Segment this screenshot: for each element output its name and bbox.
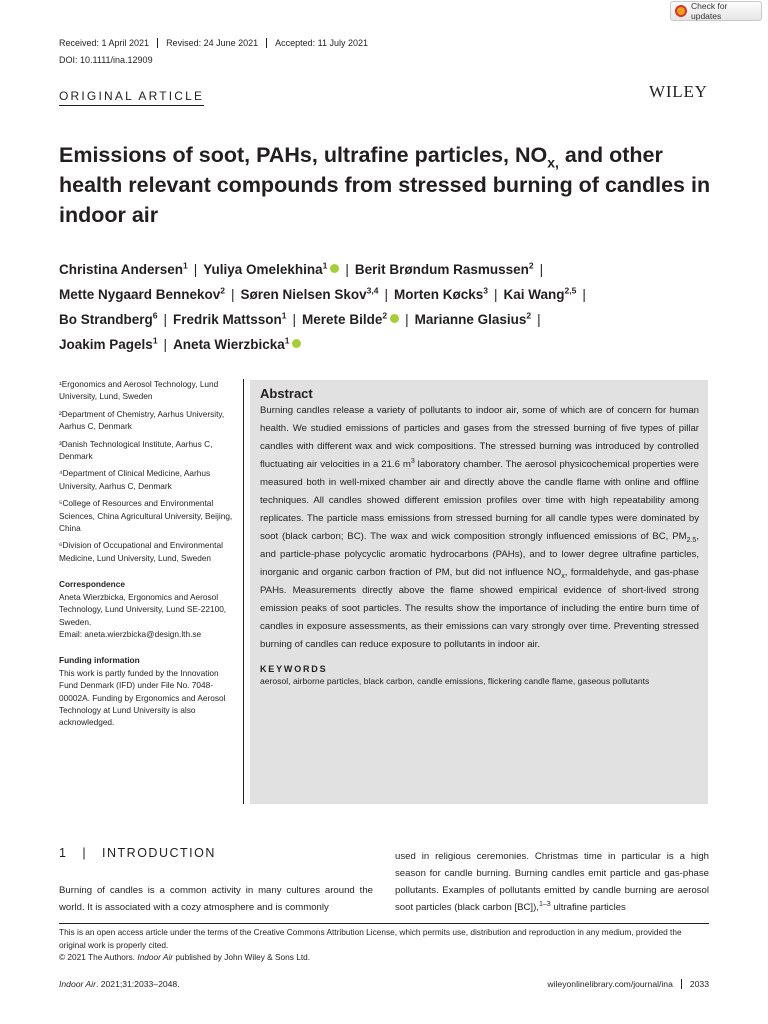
- orcid-icon[interactable]: [390, 314, 399, 323]
- author[interactable]: Berit Brøndum Rasmussen$^2$: [354, 260, 534, 277]
- doi[interactable]: DOI: 10.1111/ina.12909: [59, 55, 153, 65]
- license-divider: [59, 923, 709, 924]
- journal-url[interactable]: wileyonlinelibrary.com/journal/ina: [547, 979, 673, 989]
- author[interactable]: Kai Wang$^{2,5}$: [503, 285, 577, 302]
- article-type: ORIGINAL ARTICLE: [59, 89, 204, 106]
- orcid-icon[interactable]: [330, 264, 339, 273]
- keywords-heading: KEYWORDS: [260, 664, 328, 674]
- abstract-heading: Abstract: [260, 386, 313, 401]
- revised-date: Revised: 24 June 2021: [157, 38, 266, 48]
- publisher-logo: WILEY: [649, 82, 708, 101]
- keywords-text: aerosol, airborne particles, black carbon, candle emissions, flickering candle flame, gaseous pollutants: [260, 676, 650, 686]
- crossmark-icon: [675, 5, 687, 17]
- copyright-line: © 2021 The Authors. Indoor Air published by John Wiley & Sons Ltd.: [59, 952, 311, 962]
- author[interactable]: Joakim Pagels$^1$: [59, 335, 158, 352]
- check-for-updates-label: Check for updates: [691, 1, 728, 21]
- column-divider: [243, 379, 244, 804]
- received-date: Received: 1 April 2021: [59, 38, 150, 48]
- abstract-box: [250, 380, 708, 804]
- footer-right: [547, 979, 709, 989]
- author[interactable]: Morten Køcks$^3$: [393, 285, 488, 302]
- abstract-text: Burning candles release a variety of pollutants to indoor air, some of which are of concern for human health. We studied emissions of particles and gases from the stressed burning of five types of pillar candles with different wax and wick compositions. The stressed burning was introduced by controlled fluctuating air velocities in a 21.6 $m^3$ laboratory chamber. The aerosol physicochemical properties were measured both in well-mixed chamber air and directly above the candle flame with online and offline techniques. All candles showed different emission profiles over time with high repeatability among replicates. The particle mass emissions from stressed burning for all candle types were dominated by soot (black carbon; BC). The wax and wick composition strongly influenced emissions of BC, $PM_{2.5}$, and particle-phase polycyclic aromatic hydrocarbons (PAHs), and to lower degree ultrafine particles, inorganic and organic carbon fraction of PM, but did not influence $NO_x$, formaldehyde, and gas-phase PAHs. Measurements directly above the flame showed empirical evidence of short-lived strong emission peaks of soot particles. The results show the importance of including the entire burn time of candles in exposure assessments, as their emissions can vary strongly over time. Preventing stressed burning of candles can reduce exposure to pollutants in indoor air.: [260, 405, 700, 650]
- correspondence-address: Aneta Wierzbicka, Ergonomics and Aerosol Technology, Lund University, Lund SE-22100, Sweden.: [59, 591, 227, 627]
- accepted-date: Accepted: 11 July 2021: [266, 38, 376, 48]
- author[interactable]: Marianne Glasius$^2$: [414, 310, 532, 327]
- affiliations-column: [59, 378, 237, 734]
- section-heading: 1 | INTRODUCTION: [59, 846, 216, 860]
- funding-heading: Funding information: [59, 655, 140, 666]
- affiliation: ³Danish Technological Institute, Aarhus C, Denmark: [59, 438, 213, 462]
- check-for-updates-button[interactable]: [670, 1, 762, 21]
- intro-paragraph-col2: used in religious ceremonies. Christmas time in particular is a high season for candle burning. Burning candles emit particle and gas-phase pollutants. Examples of pollutants emitted by candle burning are aerosol soot particles (black carbon [BC]),$^{1-3}$ ultrafine particles: [395, 851, 709, 913]
- history-dates: [59, 38, 376, 48]
- author[interactable]: Bo Strandberg$^6$: [59, 310, 158, 327]
- footer-citation: Indoor Air. 2021;31:2033–2048.: [59, 979, 180, 989]
- affiliation: ²Department of Chemistry, Aarhus University, Aarhus C, Denmark: [59, 408, 225, 432]
- author[interactable]: Yuliya Omelekhina$^1$: [203, 262, 339, 277]
- orcid-icon[interactable]: [292, 339, 301, 348]
- author[interactable]: Aneta Wierzbicka$^1$: [173, 337, 301, 352]
- article-title: Emissions of soot, PAHs, ultrafine particles, $NO_{x,}$ and other health relevant compounds from stressed burning of candles in indoor air: [59, 143, 711, 227]
- license-text: This is an open access article under the terms of the Creative Commons Attribution License, which permits use, distribution and reproduction in any medium, provided the original work is properly cited.: [59, 927, 682, 950]
- author[interactable]: Fredrik Mattsson$^1$: [173, 310, 287, 327]
- intro-paragraph-col1: Burning of candles is a common activity in many cultures around the world. It is associated with a cozy atmosphere and is commonly: [59, 885, 373, 913]
- author-list: Christina Andersen$^1$ | Yuliya Omelekhina$^1$ | Berit Brøndum Rasmussen$^2$ | Mette Nygaard Bennekov$^2$ | Søren Nielsen Skov$^{3,4}$ | Morten Køcks$^3$ | Kai Wang$^{2,5}$ | Bo Strandberg$^6$ | Fredrik Mattsson$^1$ | Merete Bilde$^2$ | Marianne Glasius$^2$ | Joakim Pagels$^1$ | Aneta Wierzbicka$^1$: [59, 260, 586, 352]
- affiliation: ⁴Department of Clinical Medicine, Aarhus University, Aarhus C, Denmark: [59, 468, 211, 491]
- author[interactable]: Merete Bilde$^2$: [302, 312, 399, 327]
- affiliation: ⁵College of Resources and Environmental Sciences, China Agricultural University, Beijing, China: [59, 498, 233, 534]
- correspondence-heading: Correspondence: [59, 579, 125, 590]
- license-notice: [59, 926, 709, 964]
- correspondence-email[interactable]: Email: aneta.wierzbicka@design.lth.se: [59, 628, 202, 639]
- author[interactable]: Christina Andersen$^1$: [59, 260, 188, 277]
- affiliation: ¹Ergonomics and Aerosol Technology, Lund University, Lund, Sweden: [59, 379, 219, 402]
- affiliation: ⁶Division of Occupational and Environmental Medicine, Lund University, Lund, Sweden: [59, 540, 223, 563]
- funding-text: This work is partly funded by the Innovation Fund Denmark (IFD) under File No. 7048-00002A. Funding by Ergonomics and Aerosol Technology at Lund University is also acknowledged.: [59, 667, 226, 728]
- author[interactable]: Mette Nygaard Bennekov$^2$: [59, 285, 226, 302]
- author[interactable]: Søren Nielsen Skov$^{3,4}$: [240, 285, 379, 302]
- page-number: 2033: [681, 979, 709, 989]
